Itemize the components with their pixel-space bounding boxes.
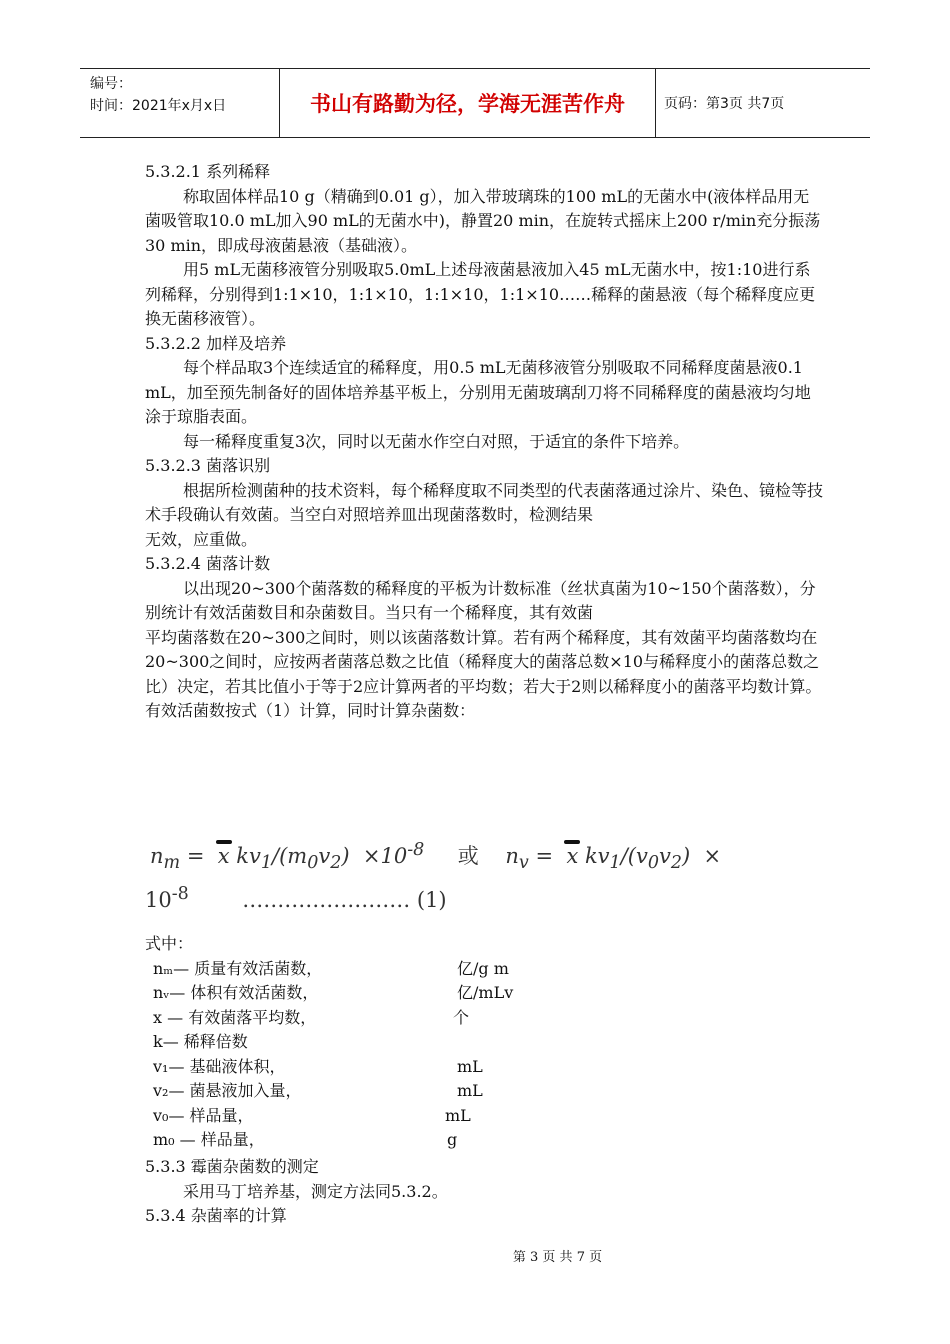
paragraph: 每个样品取3个连续适宜的稀释度，用0.5 mL无菌移液管分别吸取不同稀释度菌悬液0.1 mL，加至预先制备好的固体培养基平板上，分别用无菌玻璃刮刀将不同稀释度的菌悬液均匀地涂于琼脂表面。 — [145, 358, 811, 426]
paragraph: 用5 mL无菌移液管分别吸取5.0mL上述母液菌悬液加入45 mL无菌水中，按1:10进行系列稀释，分别得到1:1×10，1:1×10，1:1×10，1:1×10……稀释的菌悬液（每个稀释度应更换无菌移液管）。 — [145, 260, 816, 328]
definition-symbol: m₀ — 样品量， — [153, 1130, 265, 1149]
page-footer: 第 3 页 共 7 页 — [512, 1250, 603, 1265]
paragraph: 称取固体样品10 g（精确到0.01 g），加入带玻璃珠的100 mL的无菌水中(液体样品用无菌吸管取10.0 mL加入90 mL的无菌水中)，静置20 min，在旋转式摇床上200 r/min充分振荡30 min，即成母液菌悬液（基础液）。 — [145, 186, 821, 255]
motto: 书山有路勤为径，学海无涯苦作舟 — [280, 69, 656, 137]
section-title: 5.3.2.1 系列稀释 — [145, 162, 271, 181]
page-label: 页码：第3页 共7页 — [664, 96, 785, 112]
definition-row — [145, 1128, 745, 1153]
header-left-cell — [80, 69, 280, 137]
paragraph: 平均菌落数在20~300之间时，则以该菌落数计算。若有两个稀释度，其有效菌平均菌落数均在20~300之间时，应按两者菌落总数之比值（稀释度大的菌落总数×10与稀释度小的菌落总数之比）决定，若其比值小于等于2应计算两者的平均数；若大于2则以稀释度小的菌落平均数计算。有效活菌数按式（1）计算，同时计算杂菌数： — [145, 627, 822, 720]
definition-symbol: nᵥ— 体积有效活菌数， — [153, 983, 319, 1002]
remaining-content — [145, 1155, 825, 1229]
section-title: 5.3.2.4 菌落计数 — [145, 554, 271, 573]
definition-row — [145, 1055, 745, 1080]
definition-unit: mL — [457, 1056, 483, 1076]
definition-symbol: k— 稀释倍数 — [153, 1032, 248, 1051]
section-title: 5.3.4 杂菌率的计算 — [145, 1206, 287, 1225]
paragraph: 以出现20~300个菌落数的稀释度的平板为计数标准（丝状真菌为10~150个菌落数），分别统计有效活菌数目和杂菌数目。当只有一个稀释度，其有效菌 — [145, 578, 816, 622]
definition-symbol: v₂— 菌悬液加入量， — [153, 1081, 302, 1100]
definition-unit: 亿/g m — [457, 958, 509, 978]
definition-symbol: x — 有效菌落平均数， — [153, 1007, 317, 1027]
definition-row — [145, 1030, 745, 1055]
paragraph: 根据所检测菌种的技术资料，每个稀释度取不同类型的代表菌落通过涂片、染色、镜检等技术手段确认有效菌。当空白对照培养皿出现菌落数时，检测结果 — [145, 480, 824, 524]
time-label: 时间：2021年x月x日 — [90, 98, 227, 114]
definition-unit: mL — [457, 1081, 483, 1100]
paragraph: 采用马丁培养基，测定方法同5.3.2。 — [183, 1181, 448, 1201]
formula-line-1: $n_m = x$ $kv_1/(m_0v_2) \times 10^{-8}$ 或 $n_v = x$ $kv_1/(v_0v_2)$ × — [150, 840, 722, 874]
definition-row — [145, 1006, 745, 1031]
definition-symbol: v₀— 样品量， — [153, 1105, 254, 1125]
definition-row — [145, 1104, 745, 1129]
paragraph: 无效，应重做。 — [145, 529, 258, 549]
definition-unit: 亿/mLv — [457, 983, 514, 1002]
definition-symbol: v₁— 基础液体积， — [153, 1056, 286, 1076]
section-title: 5.3.2.2 加样及培养 — [145, 333, 287, 353]
formula-or: 或 — [457, 844, 479, 868]
definition-unit: mL — [445, 1105, 471, 1125]
definitions — [145, 932, 745, 1153]
formula-line-2: $10^{-8}$ …………………… (1) — [145, 884, 447, 912]
formula — [145, 830, 845, 920]
definition-unit: 个 — [453, 1007, 470, 1027]
definition-unit: g — [447, 1130, 458, 1149]
equation-number: (1) — [416, 888, 447, 912]
definition-row — [145, 981, 745, 1006]
definitions-intro: 式中： — [145, 934, 194, 953]
page-header — [80, 68, 870, 138]
definition-row — [145, 957, 745, 982]
definition-row — [145, 1079, 745, 1104]
section-title: 5.3.2.3 菌落识别 — [145, 456, 271, 475]
number-label: 编号： — [90, 76, 132, 92]
section-title: 5.3.3 霉菌杂菌数的测定 — [145, 1157, 319, 1176]
paragraph: 每一稀释度重复3次，同时以无菌水作空白对照，于适宜的条件下培养。 — [183, 431, 690, 451]
main-content — [145, 160, 825, 724]
definition-symbol: nₘ— 质量有效活菌数， — [153, 958, 323, 978]
